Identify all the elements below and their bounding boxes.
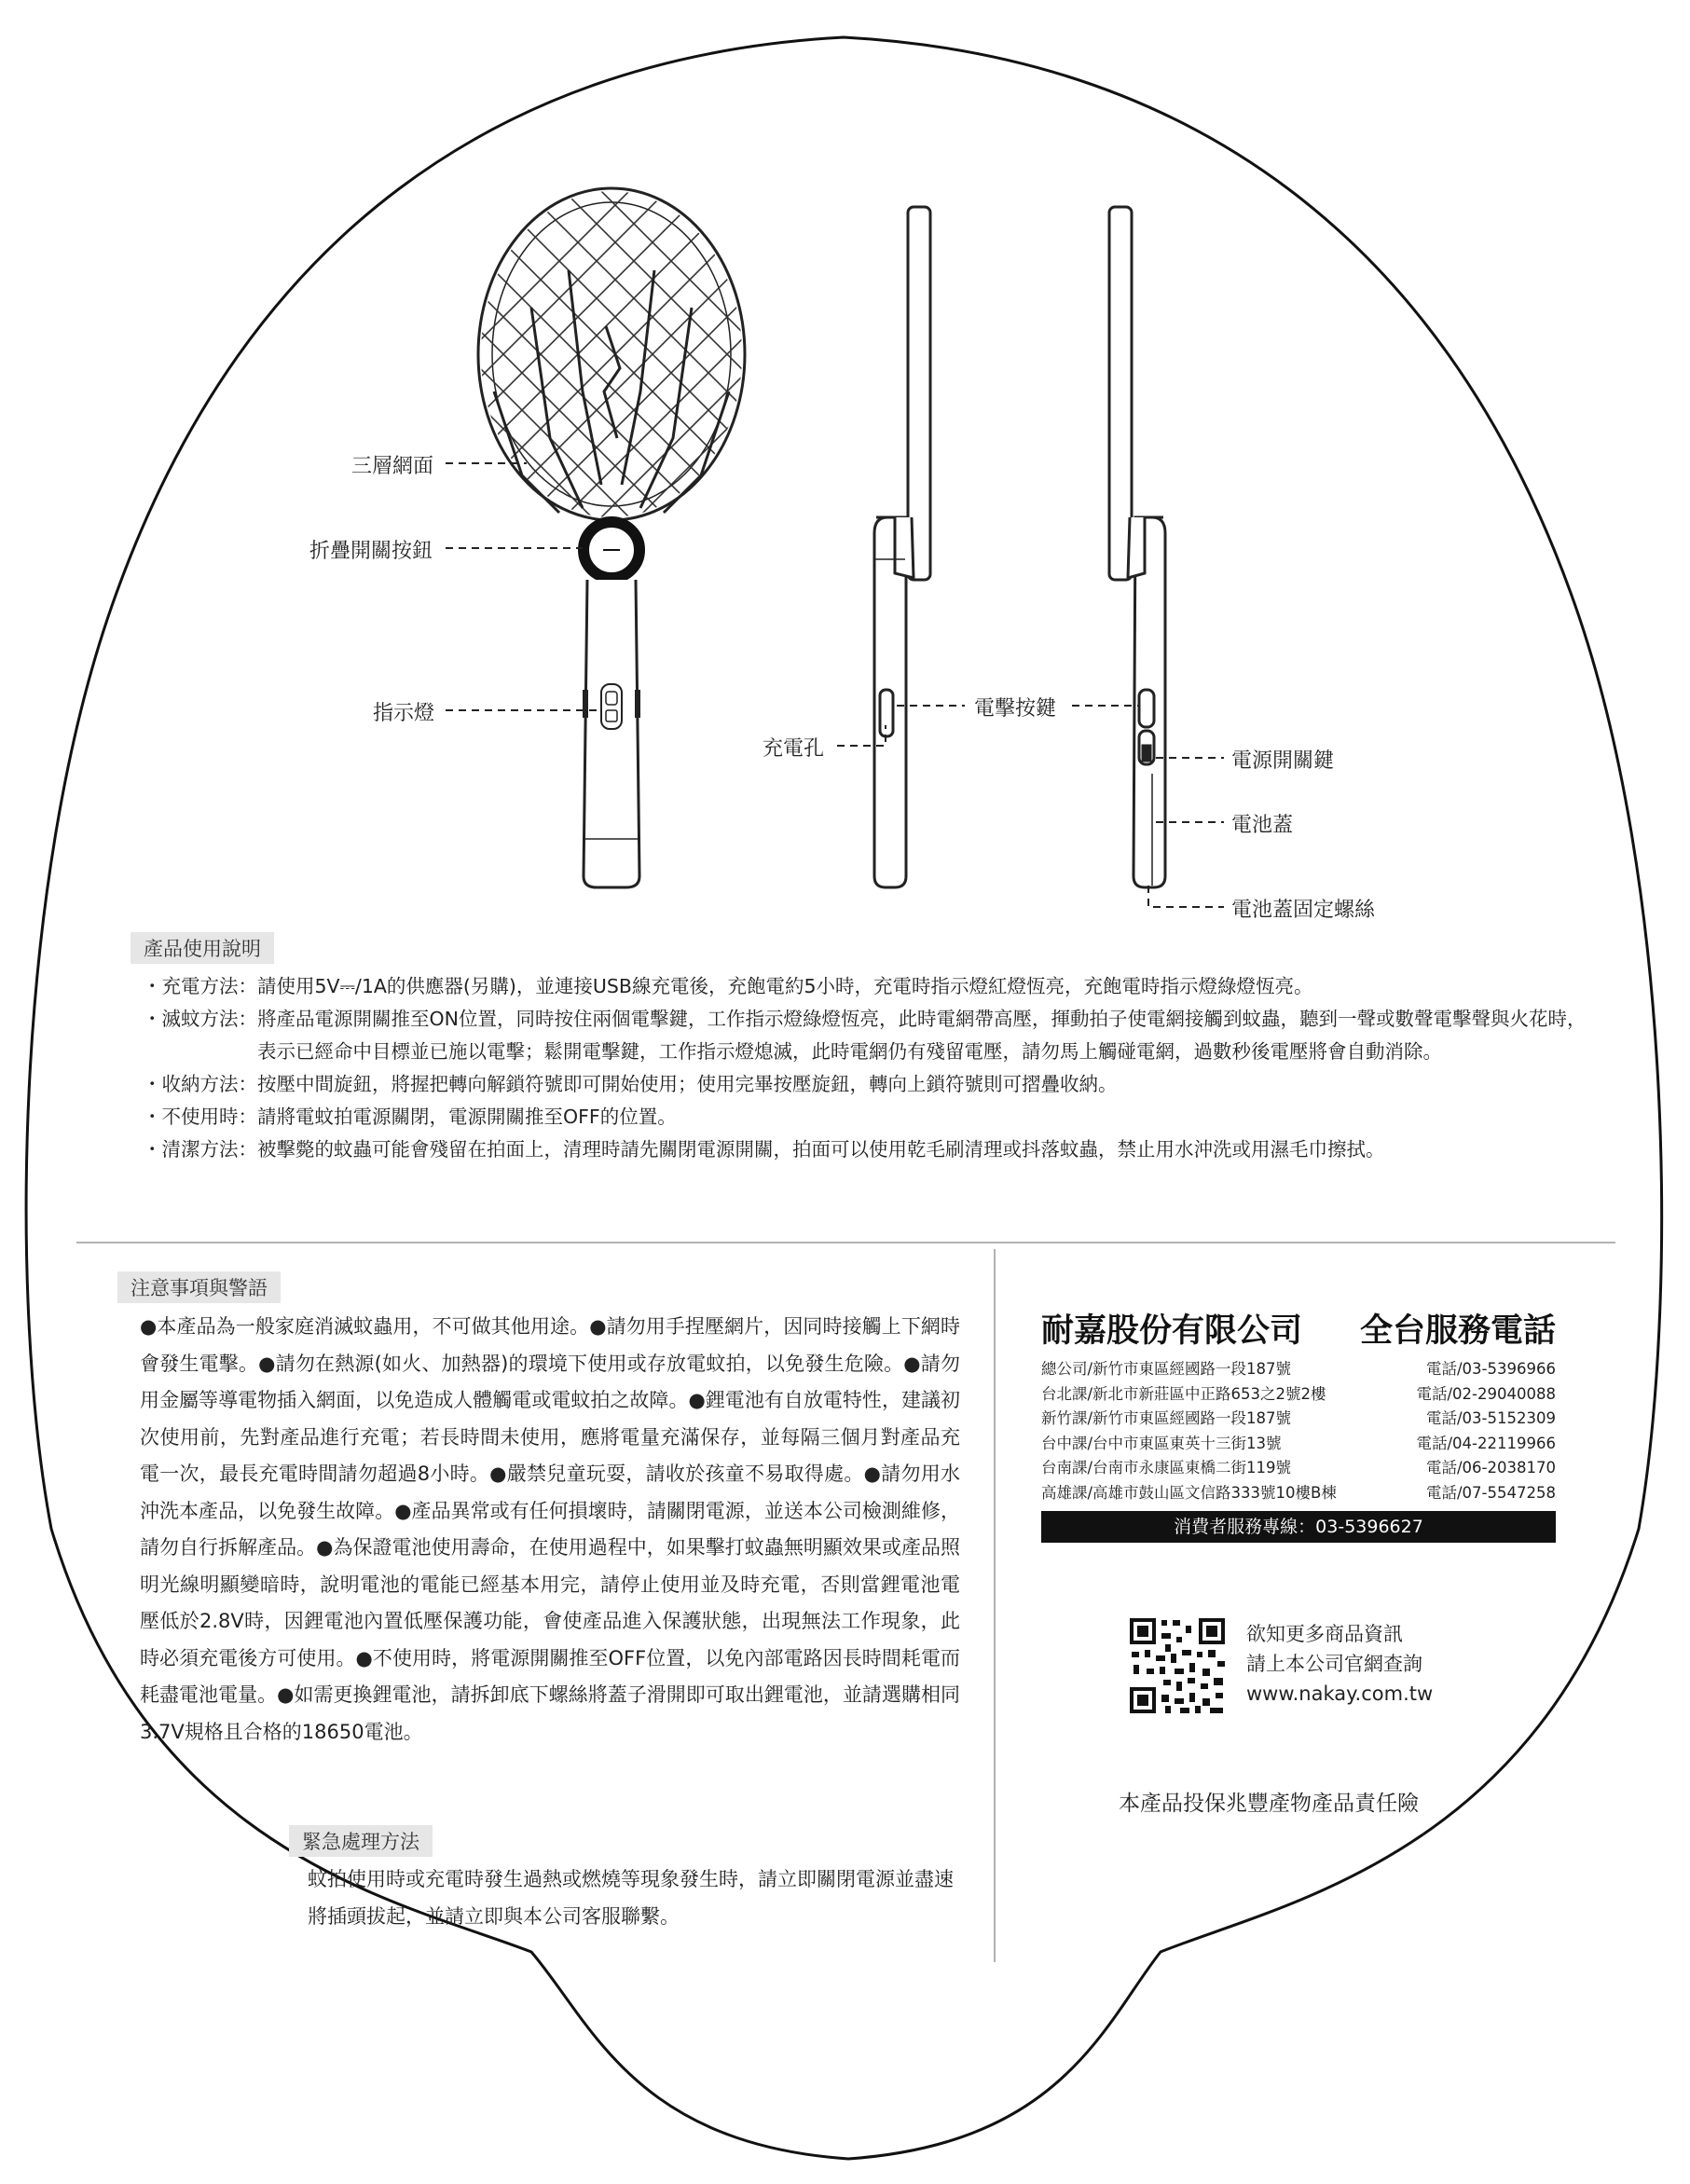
branch-row	[1041, 1432, 1556, 1457]
branch-address: 總公司/新竹市東區經國路一段187號	[1041, 1360, 1292, 1378]
insurance-note: 本產品投保兆豐產物產品責任險	[1119, 1792, 1419, 1816]
usage-item	[143, 1101, 1597, 1133]
label-charge-port: 充電孔	[763, 737, 825, 761]
branch-row	[1041, 1407, 1556, 1432]
company-name: 耐嘉股份有限公司	[1041, 1312, 1303, 1350]
website-line-1: 欲知更多商品資訊	[1246, 1623, 1403, 1645]
emergency-text: 蚊拍使用時或充電時發生過熱或燃燒等現象發生時，請立即關閉電源並盡速將插頭拔起，並請立即與本公司客服聯繫。	[308, 1868, 954, 1928]
branch-phone: 電話/07-5547258	[1426, 1483, 1556, 1502]
racket-side-illustration-left	[874, 207, 930, 887]
usage-item-label: ・不使用時：	[143, 1106, 257, 1128]
branch-row	[1041, 1481, 1556, 1506]
usage-item	[143, 1133, 1597, 1166]
website-line-2: 請上本公司官網查詢	[1246, 1653, 1422, 1675]
warnings-title: 注意事項與警語	[117, 1271, 281, 1303]
usage-item	[143, 1068, 1597, 1101]
label-power-switch: 電源開關鍵	[1231, 749, 1335, 773]
leader-battery-screw	[1148, 886, 1224, 907]
usage-item	[143, 970, 1597, 1003]
branch-phone: 電話/03-5152309	[1426, 1409, 1556, 1427]
website-info	[1246, 1619, 1433, 1709]
usage-item-text: 按壓中間旋鈕，將握把轉向解鎖符號即可開始使用；使用完畢按壓旋鈕，轉向上鎖符號則可摺疊收納。	[257, 1073, 1118, 1095]
company-contact	[1041, 1305, 1556, 1543]
branch-address: 新竹課/新竹市東區經國路一段187號	[1041, 1409, 1292, 1427]
branch-address: 台北課/新北市新莊區中正路653之2號2樓	[1041, 1384, 1326, 1403]
usage-item-label: ・滅蚊方法：	[143, 1008, 257, 1030]
usage-item-text: 將產品電源開關推至ON位置，同時按住兩個電擊鍵，工作指示燈綠燈恆亮，此時電網帶高壓，揮動拍子使電網接觸到蚊蟲，聽到一聲或數聲電擊聲與火花時，表示已經命中目標並已施以電擊；鬆開電擊鍵，工作指示燈熄滅，此時電網仍有殘留電壓，請勿馬上觸碰電網，過數秒後電壓將會自動消除。	[257, 1008, 1587, 1063]
qr-code	[1130, 1618, 1225, 1713]
website-url: www.nakay.com.tw	[1246, 1683, 1434, 1705]
consumer-hotline: 消費者服務專線：03-5396627	[1041, 1511, 1556, 1543]
branch-row	[1041, 1382, 1556, 1408]
branch-phone: 電話/02-29040088	[1416, 1384, 1556, 1403]
label-shock-button: 電擊按鍵	[974, 697, 1057, 721]
usage-item-label: ・收納方法：	[143, 1073, 257, 1095]
label-mesh: 三層網面	[351, 455, 434, 478]
branch-address: 台南課/台南市永康區東橋二街119號	[1041, 1459, 1292, 1477]
branch-list	[1041, 1357, 1556, 1505]
label-indicator: 指示燈	[373, 702, 435, 725]
label-battery-screw: 電池蓋固定螺絲	[1231, 899, 1376, 922]
usage-title: 產品使用說明	[131, 932, 274, 964]
branch-phone: 電話/04-22119966	[1416, 1434, 1556, 1452]
usage-item-label: ・充電方法：	[143, 975, 257, 997]
usage-instructions	[143, 970, 1597, 1166]
usage-item-text: 請使用5V⎓/1A的供應器(另購)，並連接USB線充電後，充飽電約5小時，充電時指示燈紅燈恆亮，充飽電時指示燈綠燈恆亮。	[257, 975, 1313, 997]
emergency-title: 緊急處理方法	[289, 1825, 433, 1857]
branch-address: 高雄課/高雄市鼓山區文信路333號10樓B棟	[1041, 1483, 1337, 1502]
branch-phone: 電話/06-2038170	[1426, 1459, 1556, 1477]
usage-item	[143, 1003, 1597, 1068]
label-battery-cover: 電池蓋	[1231, 814, 1294, 837]
branch-phone: 電話/03-5396966	[1426, 1360, 1556, 1378]
branch-row	[1041, 1357, 1556, 1382]
usage-item-text: 被擊斃的蚊蟲可能會殘留在拍面上，清理時請先關閉電源開關，拍面可以使用乾毛刷清理或抖落蚊蟲，禁止用水沖洗或用濕毛巾擦拭。	[257, 1138, 1385, 1161]
company-heading	[1041, 1305, 1556, 1352]
branch-row	[1041, 1456, 1556, 1481]
usage-item-text: 請將電蚊拍電源關閉，電源開關推至OFF的位置。	[257, 1106, 677, 1128]
racket-side-illustration-right	[1109, 207, 1165, 887]
service-title: 全台服務電話	[1359, 1312, 1556, 1350]
warnings-text: ●本產品為一般家庭消滅蚊蟲用，不可做其他用途。●請勿用手捏壓網片，因同時接觸上下網時會發生電擊。●請勿在熱源(如火、加熱器)的環境下使用或存放電蚊拍，以免發生危險。●請勿用金屬等導電物插入網面，以免造成人體觸電或電蚊拍之故障。●鋰電池有自放電特性，建議初次使用前，先對產品進行充電；若長時間未使用，應將電量充滿保存，並每隔三個月對產品充電一次，最長充電時間請勿超過8小時。●嚴禁兒童玩耍，請收於孩童不易取得處。●請勿用水沖洗本產品，以免發生故障。●產品異常或有任何損壞時，請關閉電源，並送本公司檢測維修，請勿自行拆解產品。●為保證電池使用壽命，在使用過程中，如果擊打蚊蟲無明顯效果或產品照明光線明顯變暗時，說明電池的電能已經基本用完，請停止使用並及時充電，否則當鋰電池電壓低於2.8V時，因鋰電池內置低壓保護功能，會使產品進入保護狀態，出現無法工作現象，此時必須充電後方可使用。●不使用時，將電源開關推至OFF位置，以免內部電路因長時間耗電而耗盡電池電量。●如需更換鋰電池，請拆卸底下螺絲將蓋子滑開即可取出鋰電池，並請選購相同3.7V規格且合格的18650電池。	[140, 1315, 960, 1743]
branch-address: 台中課/台中市東區東英十三街13號	[1041, 1434, 1282, 1452]
usage-item-label: ・清潔方法：	[143, 1138, 257, 1161]
label-fold-button: 折疊開關按鈕	[309, 540, 433, 563]
